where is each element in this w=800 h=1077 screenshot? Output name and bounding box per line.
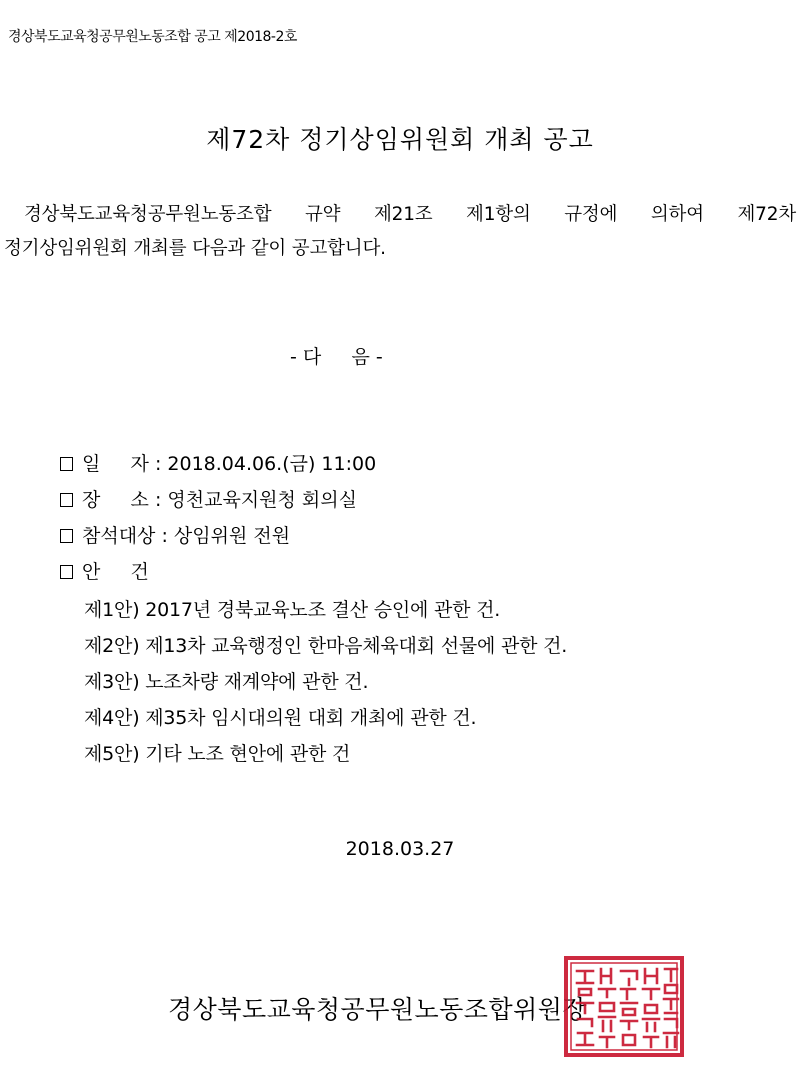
issue-date: 2018.03.27 xyxy=(345,838,455,860)
intro-line-2: 정기상임위원회 개최를 다음과 같이 공고합니다. xyxy=(4,238,386,259)
agenda-item: 제4안) 제35차 임시대의원 대회 개최에 관한 건. xyxy=(84,707,477,729)
signer-name: 경상북도교육청공무원노동조합위원장 xyxy=(168,995,588,1024)
section-heading: - 다 음 - xyxy=(290,346,383,368)
detail-place xyxy=(60,482,376,518)
intro-paragraph xyxy=(4,198,796,266)
detail-date-label: 일 자 : 2018.04.06.(금) 11:00 xyxy=(82,453,377,475)
agenda-item: 제3안) 노조차량 재계약에 관한 건. xyxy=(84,671,369,693)
detail-agenda xyxy=(60,554,376,590)
official-seal-icon xyxy=(563,955,685,1058)
agenda-item: 제5안) 기타 노조 현안에 관한 건 xyxy=(84,743,351,765)
checkbox-icon xyxy=(60,493,73,507)
intro-line-1: 경상북도교육청공무원노동조합 규약 제21조 제1항의 규정에 의하여 제72차 xyxy=(24,204,796,225)
detail-attendees-label: 참석대상 : 상임위원 전원 xyxy=(82,525,291,547)
detail-agenda-label: 안 건 xyxy=(82,561,149,583)
checkbox-icon xyxy=(60,457,73,471)
checkbox-icon xyxy=(60,529,73,543)
detail-place-label: 장 소 : 영천교육지원청 회의실 xyxy=(82,489,357,511)
agenda-list xyxy=(84,592,567,772)
detail-date xyxy=(60,446,376,482)
checkbox-icon xyxy=(60,565,73,579)
document-number: 경상북도교육청공무원노동조합 공고 제2018-2호 xyxy=(8,29,297,45)
detail-attendees xyxy=(60,518,376,554)
agenda-item: 제1안) 2017년 경북교육노조 결산 승인에 관한 건. xyxy=(84,599,501,621)
agenda-item: 제2안) 제13차 교육행정인 한마음체육대회 선물에 관한 건. xyxy=(84,635,568,657)
document-title: 제72차 정기상임위원회 개최 공고 xyxy=(206,125,594,154)
meeting-details xyxy=(60,446,376,590)
